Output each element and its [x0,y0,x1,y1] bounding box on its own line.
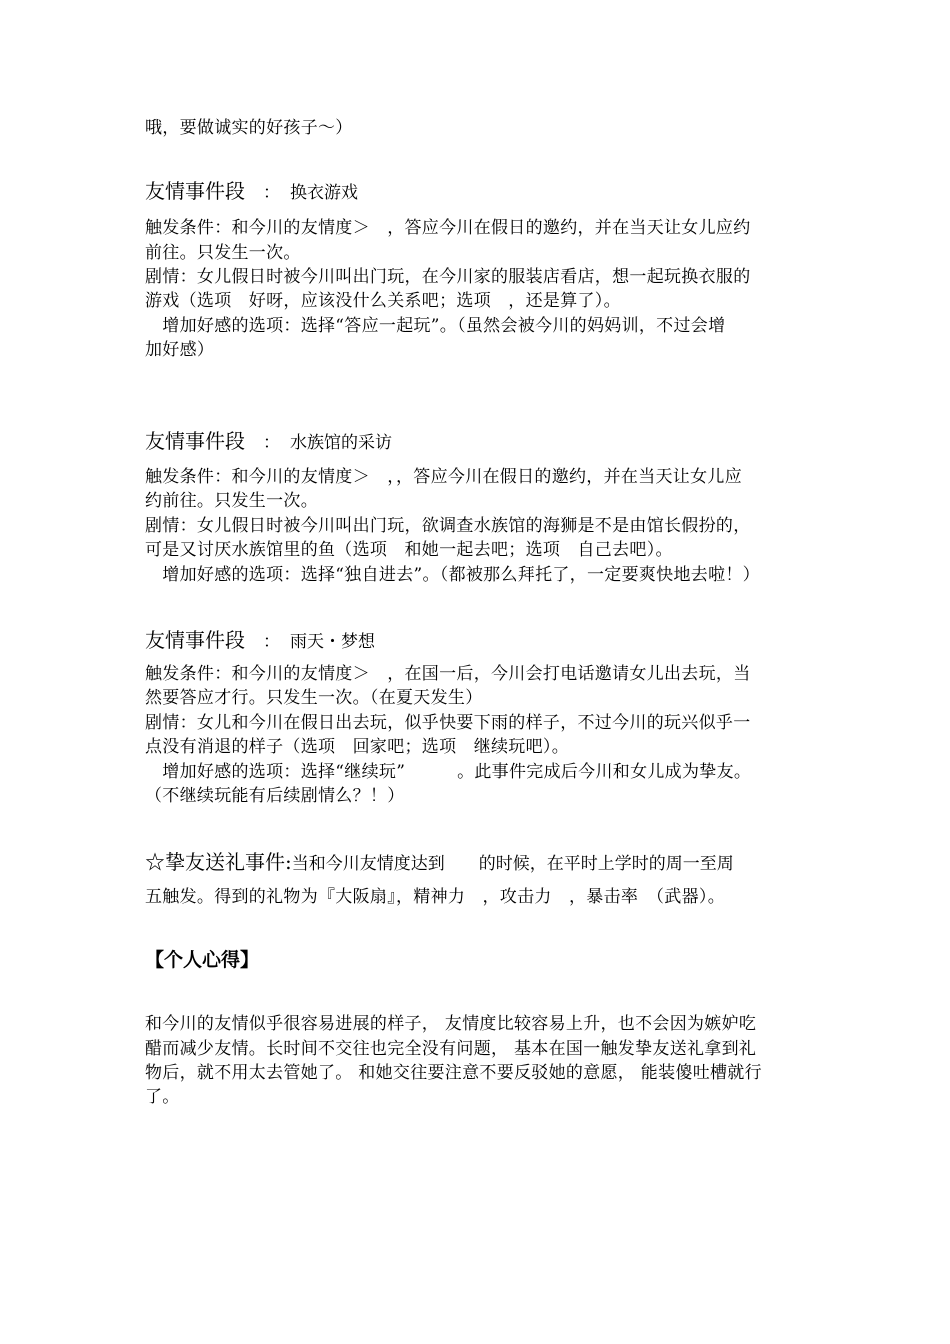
event3-heading-colon: ： [263,632,280,652]
notes-line: 物后，就不用太去管她了。 和她交往要注意不要反驳她的意愿， 能装傻吐槽就行 [145,1063,762,1083]
gift-event-text: 当和今川友情度达到 的时候，在平时上学时的周一至周 [291,854,734,874]
event3-line: 点没有消退的样子（选项 回家吧；选项 继续玩吧）。 [145,737,569,757]
event2-line: 约前往。只发生一次。 [145,491,318,511]
event2-line: 剧情：女儿假日时被今川叫出门玩，欲调查水族馆的海狮是不是由馆长假扮的， [145,516,751,536]
event2-heading [145,425,392,454]
event2-line: 增加好感的选项：选择“独自进去”。（都被那么拜托了，一定要爽快地去啦！） [145,565,760,585]
event1-line: 触发条件：和今川的友情度＞ ，答应今川在假日的邀约，并在当天让女儿应约 [145,218,751,238]
event3-subtitle: 雨天・梦想 [290,632,375,652]
notes-line: 了。 [145,1087,180,1107]
event1-heading-label: 友情事件段 [145,179,245,203]
event1-line: 游戏（选项 好呀，应该没什么关系吧；选项 ，还是算了）。 [145,291,621,311]
event1-line: 前往。只发生一次。 [145,243,301,263]
event1-heading [145,175,358,204]
event2-subtitle: 水族馆的采访 [290,433,392,453]
event3-line: 触发条件：和今川的友情度＞ ，在国一后，今川会打电话邀请女儿出去玩，当 [145,664,751,684]
notes-line: 醋而减少友情。长时间不交往也完全没有问题， 基本在国一触发挚友送礼拿到礼 [145,1039,757,1059]
event3-line: 剧情：女儿和今川在假日出去玩，似乎快要下雨的样子，不过今川的玩兴似乎一 [145,713,751,733]
gift-event-line2: 五触发。得到的礼物为『大阪扇』，精神力 ，攻击力 ，暴击率 （武器）。 [145,887,725,907]
gift-event-line [145,846,734,875]
event2-line: 触发条件：和今川的友情度＞ ，，答应今川在假日的邀约，并在当天让女儿应 [145,467,742,487]
event1-heading-colon: ： [263,183,280,203]
event2-heading-label: 友情事件段 [145,429,245,453]
event1-line: 增加好感的选项：选择“答应一起玩”。（虽然会被今川的妈妈训，不过会增 [145,316,726,336]
event1-line: 加好感） [145,340,215,360]
intro-line: 哦，要做诚实的好孩子～） [145,118,353,138]
event2-line: 可是又讨厌水族馆里的鱼（选项 和她一起去吧；选项 自己去吧）。 [145,540,673,560]
event3-line: 增加好感的选项：选择“继续玩” 。此事件完成后今川和女儿成为挚友。 [145,762,752,782]
event3-heading-label: 友情事件段 [145,628,245,652]
gift-event-heading: ☆挚友送礼事件: [145,850,292,874]
event1-subtitle: 换衣游戏 [290,183,358,203]
event1-line: 剧情：女儿假日时被今川叫出门玩，在今川家的服装店看店，想一起玩换衣服的 [145,267,751,287]
event3-line: （不继续玩能有后续剧情么？！） [145,786,405,806]
event2-heading-colon: ： [263,433,280,453]
event3-heading [145,624,375,653]
event3-line: 然要答应才行。只发生一次。（在夏天发生） [145,688,483,708]
notes-title: 【个人心得】 [145,949,260,971]
notes-line: 和今川的友情似乎很容易进展的样子， 友情度比较容易上升，也不会因为嫉妒吃 [145,1014,757,1034]
